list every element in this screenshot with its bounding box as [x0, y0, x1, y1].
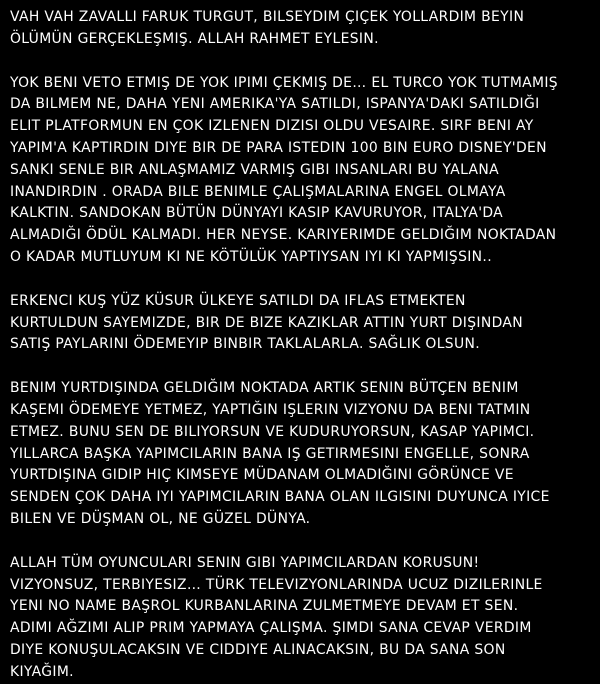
- text-line: ALMADIĞI ÖDÜL KALMADI. HER NEYSE. KARIYERIMDE GELDIĞIM NOKTADAN: [10, 227, 557, 244]
- text-line: BENIM YURTDIŞINDA GELDIĞIM NOKTADA ARTIK SENIN BÜTÇEN BENIM: [10, 380, 519, 397]
- text-line: KURTULDUN SAYEMIZDE, BIR DE BIZE KAZIKLAR ATTIN YURT DIŞINDAN: [10, 314, 523, 331]
- text-line: ALLAH TÜM OYUNCULARI SENIN GIBI YAPIMCILARDAN KORUSUN!: [10, 554, 480, 571]
- text-line: ELIT PLATFORMUN EN ÇOK IZLENEN DIZISI OLDU VESAIRE. SIRF BENI AY: [10, 118, 534, 135]
- text-line: DIYE KONUŞULACAKSIN VE CIDDIYE ALINACAKSIN, BU DA SANA SON: [10, 641, 506, 658]
- text-line: YAPIM'A KAPTIRDIN DIYE BIR DE PARA ISTEDIN 100 BIN EURO DISNEY'DEN: [10, 139, 547, 156]
- text-line: YURTDIŞINA GIDIP HIÇ KIMSEYE MÜDANAM OLMADIĞINI GÖRÜNCE VE: [10, 467, 514, 484]
- text-line: ADIMI AĞZIMI ALIP PRIM YAPMAYA ÇALIŞMA. ŞIMDI SANA CEVAP VERDIM: [10, 620, 532, 637]
- text-line: KIYAĞIM.: [10, 663, 74, 680]
- paragraph-3: [10, 291, 590, 356]
- text-line: ETMEZ. BUNU SEN DE BILIYORSUN VE KUDURUYORSUN, KASAP YAPIMCI.: [10, 423, 535, 440]
- text-line: VAH VAH ZAVALLI FARUK TURGUT, BILSEYDIM ÇIÇEK YOLLARDIM BEYIN: [10, 9, 525, 25]
- text-line: SENDEN ÇOK DAHA IYI YAPIMCILARIN BANA OLAN ILGISINI DUYUNCA IYICE: [10, 489, 550, 506]
- text-line: YENI NO NAME BAŞROL KURBANLARINA ZULMETMEYE DEVAM ET SEN.: [10, 598, 519, 615]
- text-line: SATIŞ PAYLARINI ÖDEMEYIP BINBIR TAKLALARLA. SAĞLIK OLSUN.: [10, 336, 481, 353]
- text-line: YILLARCA BAŞKA YAPIMCILARIN BANA IŞ GETIRMESINI ENGELLE, SONRA: [10, 445, 530, 462]
- text-line: KALKTIN. SANDOKAN BÜTÜN DÜNYAYI KASIP KAVURUYOR, ITALYA'DA: [10, 205, 504, 222]
- text-line: DA BILMEM NE, DAHA YENI AMERIKA'YA SATILDI, ISPANYA'DAKI SATILDIĞI: [10, 96, 540, 113]
- text-line: INANDIRDIN . ORADA BILE BENIMLE ÇALIŞMALARINA ENGEL OLMAYA: [10, 183, 506, 200]
- text-line: VIZYONSUZ, TERBIYESIZ… TÜRK TELEVIZYONLARINDA UCUZ DIZILERINLE: [10, 576, 543, 593]
- text-line: KAŞEMI ÖDEMEYE YETMEZ, YAPTIĞIN IŞLERIN VIZYONU DA BENI TATMIN: [10, 401, 531, 418]
- text-line: O KADAR MUTLUYUM KI NE KÖTÜLÜK YAPTIYSAN IYI KI YAPMIŞSIN..: [10, 248, 492, 265]
- text-line: YOK BENI VETO ETMIŞ DE YOK IPIMI ÇEKMIŞ DE… EL TURCO YOK TUTMAMIŞ: [10, 74, 558, 91]
- paragraph-5: [10, 553, 590, 684]
- text-line: BILEN VE DÜŞMAN OL, NE GÜZEL DÜNYA.: [10, 510, 311, 527]
- paragraph-4: [10, 378, 590, 531]
- paragraph-2: [10, 73, 590, 269]
- paragraph-1: [10, 7, 590, 51]
- text-line: ÖLÜMÜN GERÇEKLEŞMIŞ. ALLAH RAHMET EYLESIN.: [10, 30, 379, 47]
- text-line: SANKI SENLE BIR ANLAŞMAMIZ VARMIŞ GIBI INSANLARI BU YALANA: [10, 161, 499, 178]
- text-line: ERKENCI KUŞ YÜZ KÜSUR ÜLKEYE SATILDI DA IFLAS ETMEKTEN: [10, 292, 466, 309]
